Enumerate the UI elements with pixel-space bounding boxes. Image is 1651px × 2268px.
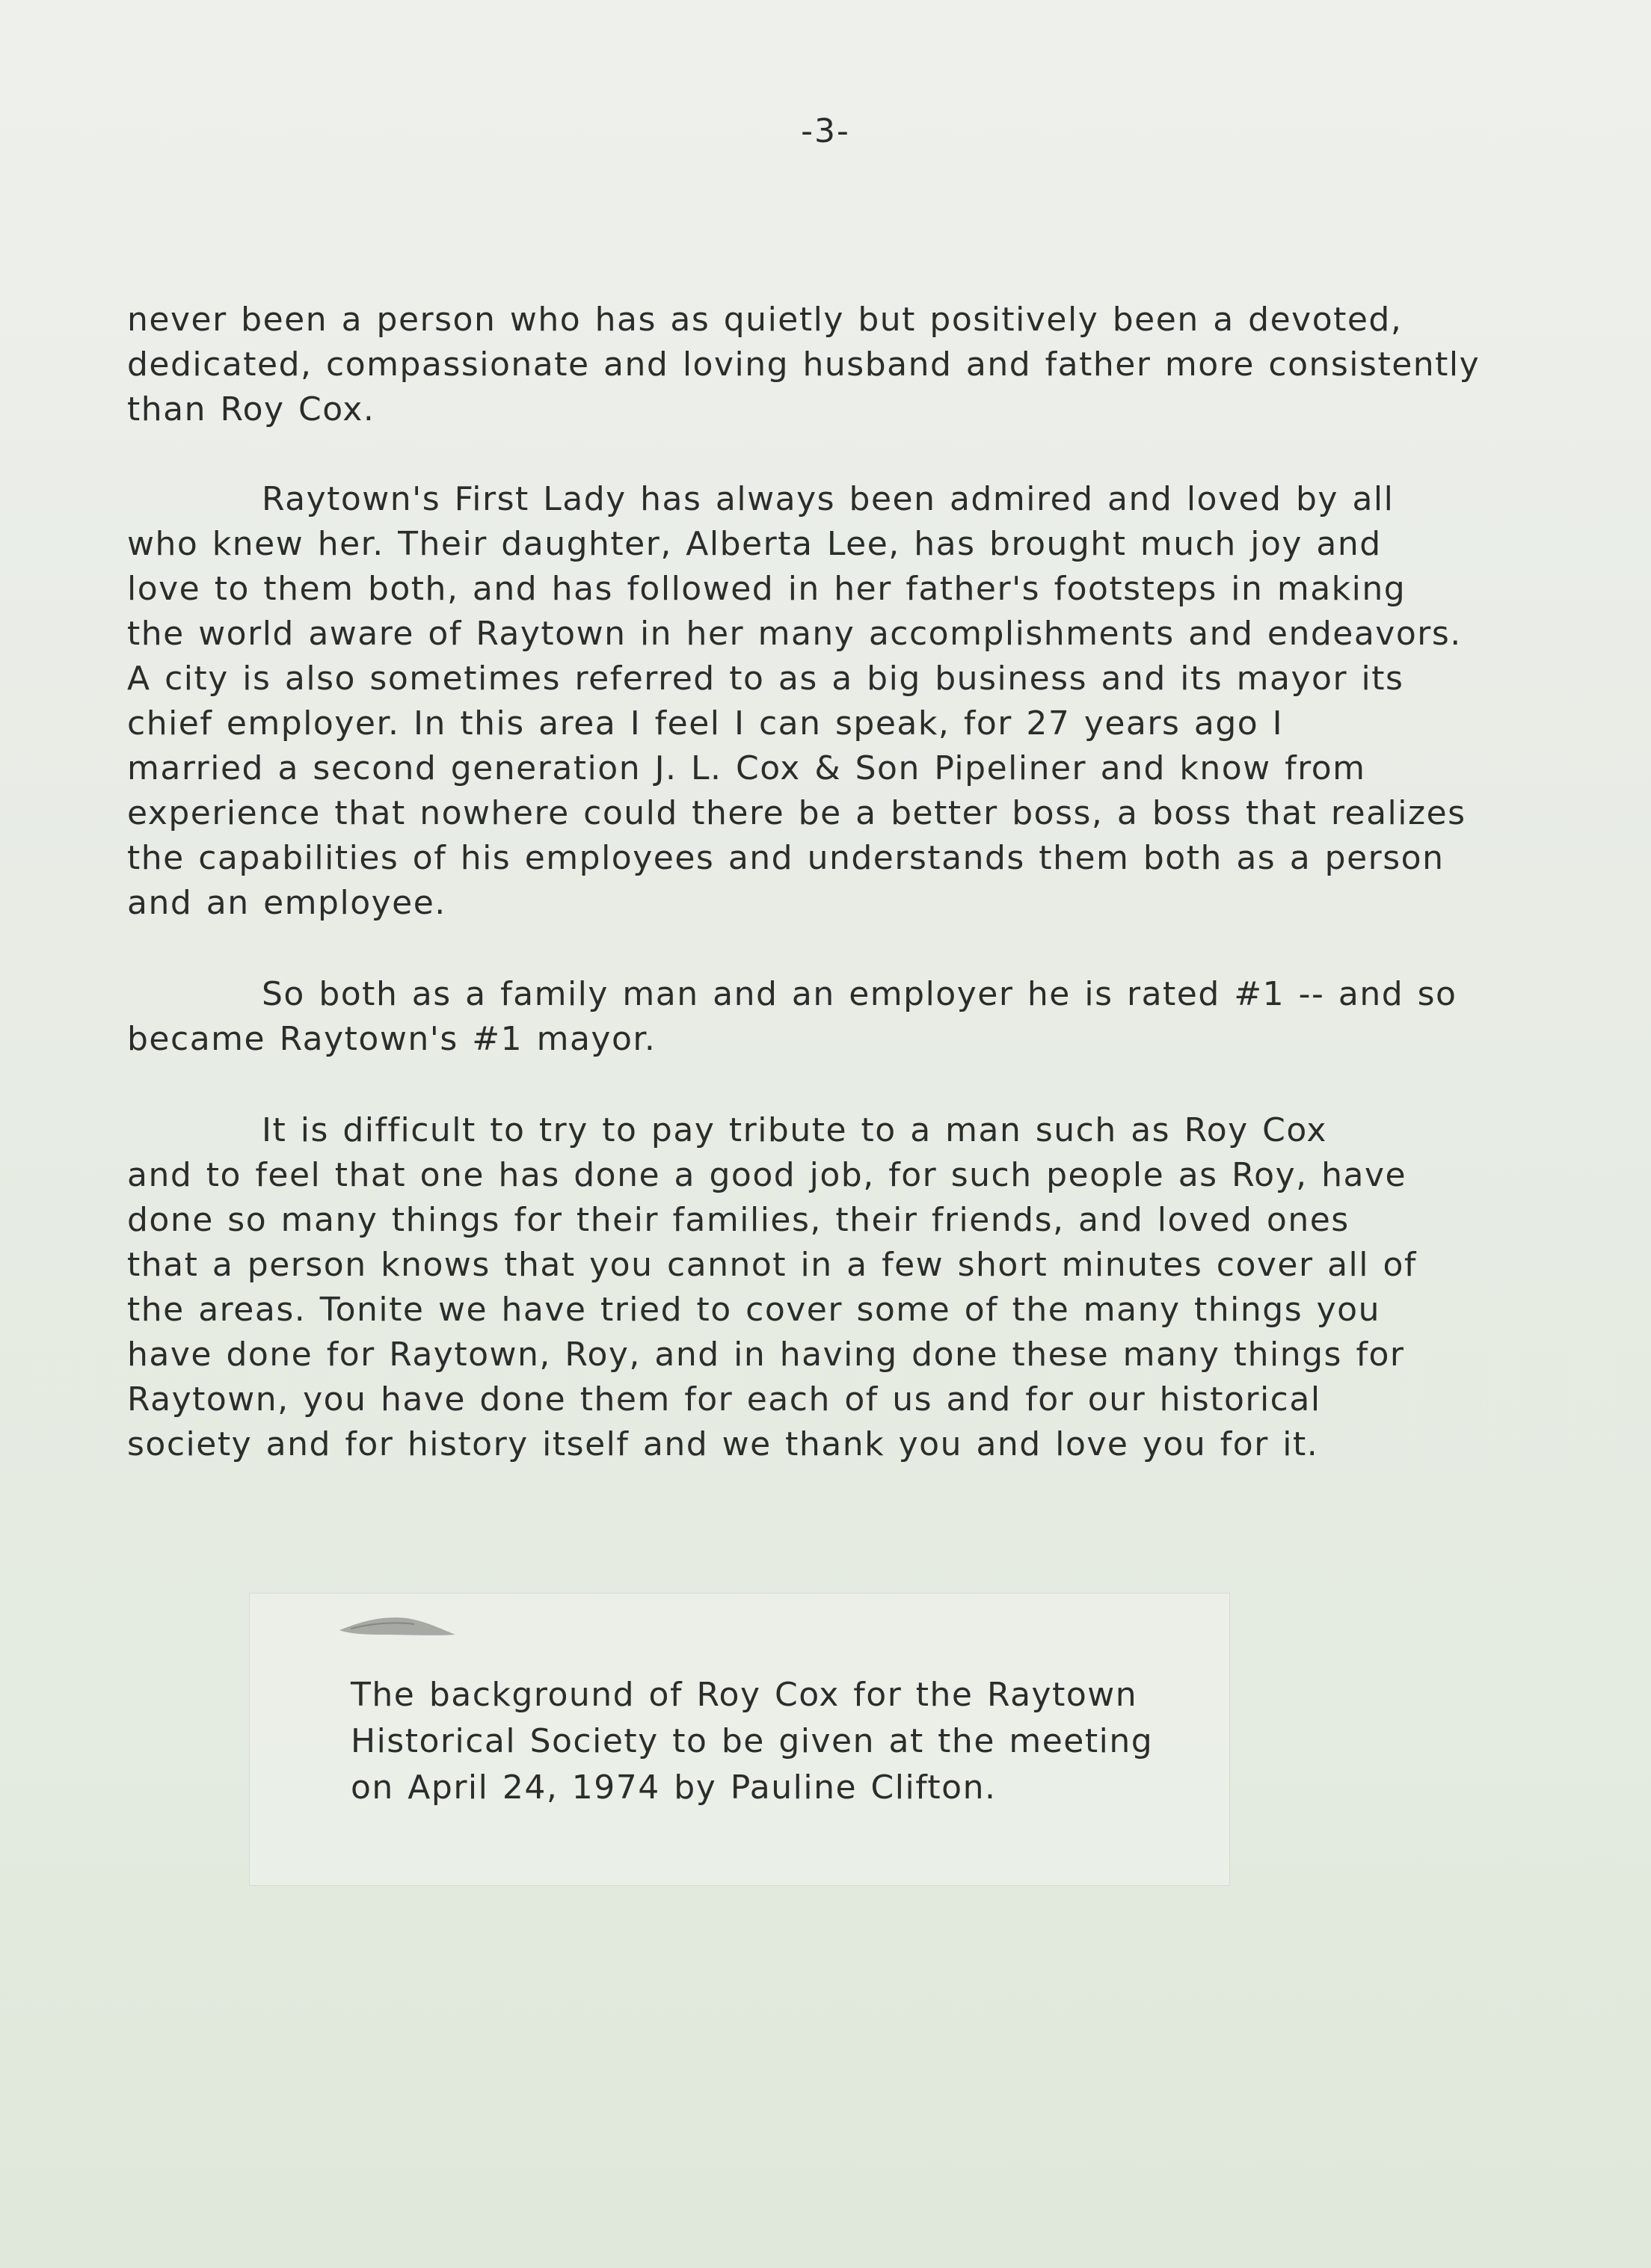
ink-smudge-icon (336, 1612, 459, 1639)
text-line: dedicated, compassionate and loving husband and father more consistently (127, 345, 1481, 384)
paragraph-continuation (127, 298, 1481, 432)
text-line: love to them both, and has followed in her father's footsteps in making (127, 570, 1406, 608)
text-line: It is difficult to try to pay tribute to a man such as Roy Cox (262, 1111, 1327, 1149)
text-line: have done for Raytown, Roy, and in having done these many things for (127, 1336, 1405, 1374)
text-line: chief employer. In this area I feel I can speak, for 27 years ago I (127, 704, 1284, 743)
text-line: who knew her. Their daughter, Alberta Lee, has brought much joy and (127, 525, 1382, 563)
note-line: The background of Roy Cox for the Raytown (351, 1676, 1138, 1714)
text-line: never been a person who has as quietly but positively been a devoted, (127, 301, 1403, 339)
text-line: became Raytown's #1 mayor. (127, 1020, 657, 1058)
paragraph-tribute (127, 1108, 1443, 1467)
text-line: and to feel that one has done a good job, for such people as Roy, have (127, 1156, 1407, 1194)
paragraph-first-lady (127, 477, 1466, 926)
text-line: A city is also sometimes referred to as a big business and its mayor its (127, 660, 1404, 698)
pasted-note (249, 1593, 1230, 1886)
page-number: -3- (801, 112, 850, 150)
text-line: than Roy Cox. (127, 390, 375, 428)
text-line: So both as a family man and an employer he is rated #1 -- and so (262, 975, 1457, 1013)
text-line: that a person knows that you cannot in a few short minutes cover all of (127, 1246, 1417, 1284)
note-text (351, 1672, 1153, 1811)
text-line: society and for history itself and we thank you and love you for it. (127, 1425, 1319, 1463)
text-line: Raytown, you have done them for each of us and for our historical (127, 1380, 1321, 1419)
note-line: on April 24, 1974 by Pauline Clifton. (351, 1768, 997, 1807)
text-line: done so many things for their families, their friends, and loved ones (127, 1201, 1350, 1239)
note-line: Historical Society to be given at the meeting (351, 1722, 1154, 1760)
text-line: the world aware of Raytown in her many accomplishments and endeavors. (127, 615, 1462, 653)
text-line: and an employee. (127, 884, 446, 922)
text-line: the areas. Tonite we have tried to cover some of the many things you (127, 1291, 1380, 1329)
paragraph-rated-number-one (127, 972, 1457, 1062)
text-line: experience that nowhere could there be a better boss, a boss that realizes (127, 794, 1466, 832)
text-line: Raytown's First Lady has always been admired and loved by all (262, 480, 1395, 518)
text-line: married a second generation J. L. Cox & Son Pipeliner and know from (127, 749, 1366, 787)
text-line: the capabilities of his employees and understands them both as a person (127, 839, 1445, 877)
